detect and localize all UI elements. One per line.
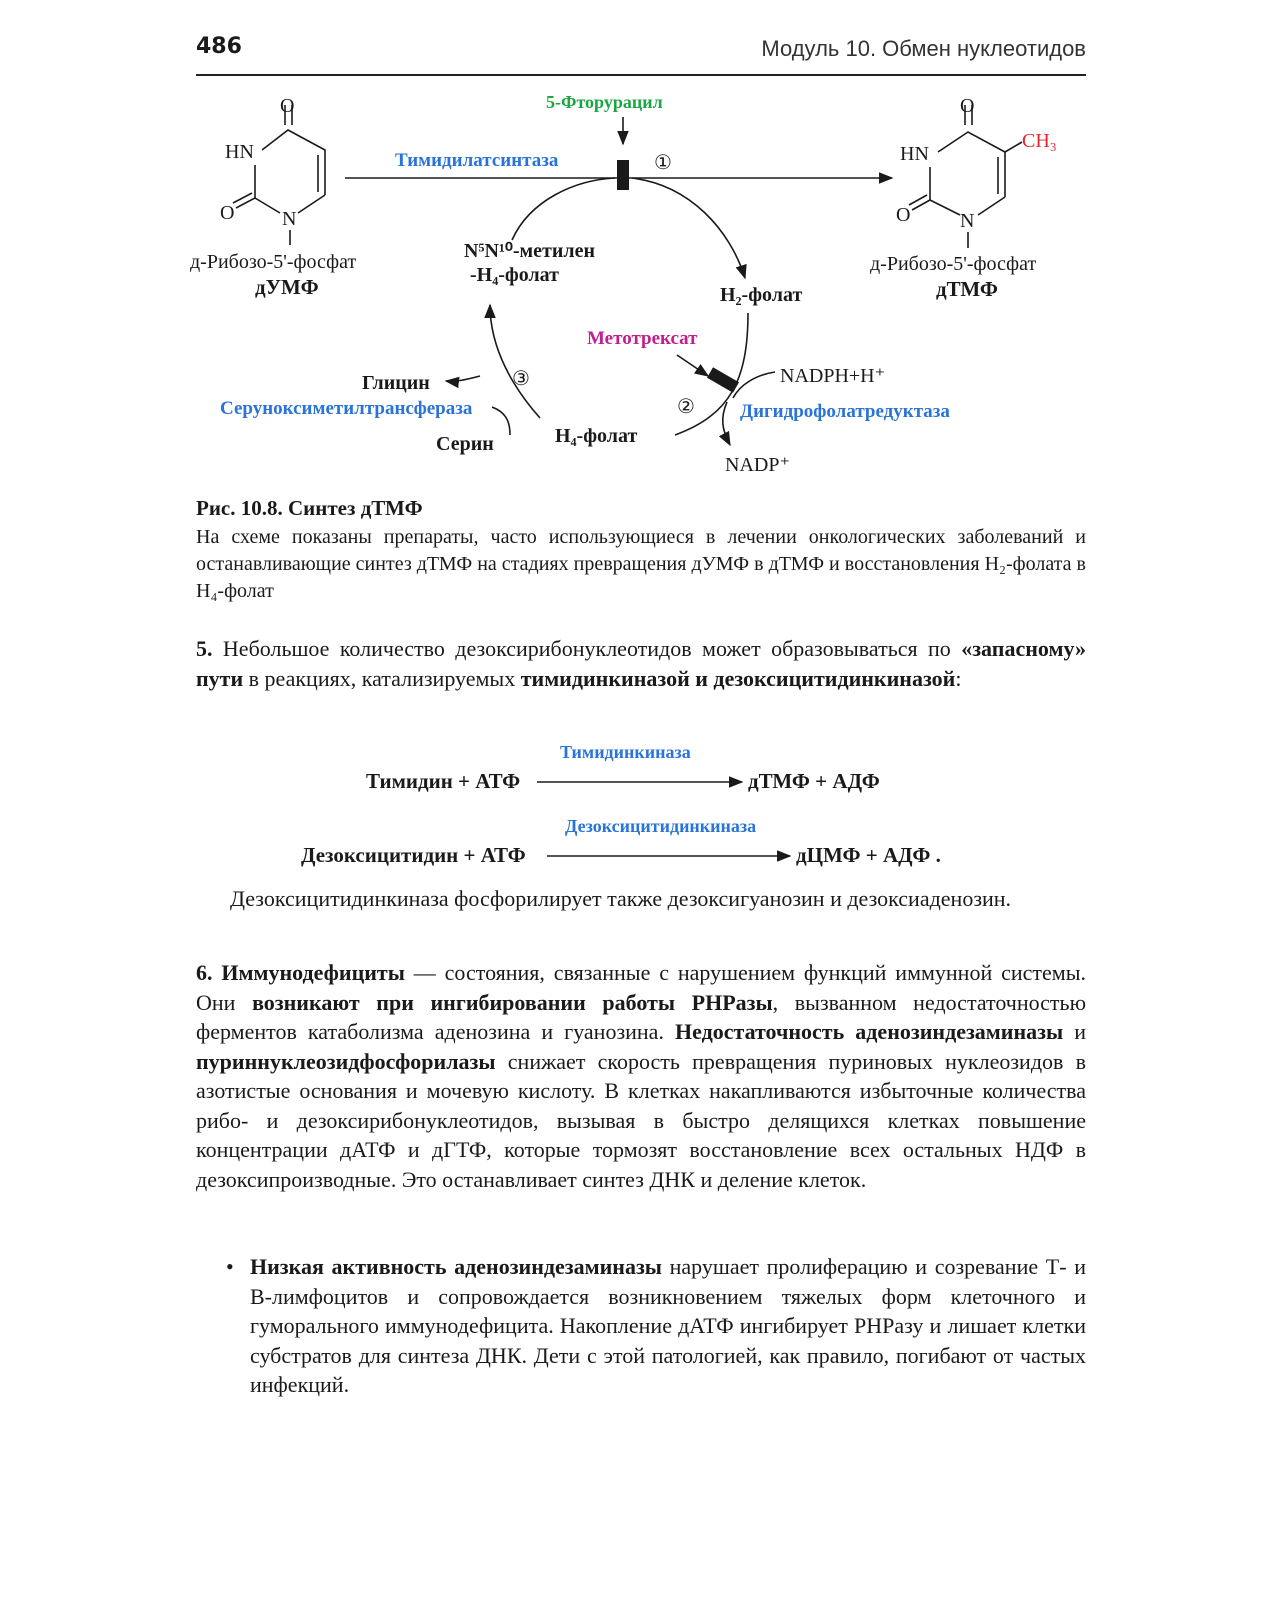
para5-text-1: Небольшое количество дезоксирибонуклеотидов может образовываться по (212, 636, 962, 661)
dtmp-n: N (960, 210, 975, 232)
h2-folate: H₂-фолат (720, 284, 803, 306)
bullet-text-1: нарушает пролиферацию и созревание Т- и В-лимфоцитов и сопровождается возникновением тяжелых форм клеточного и гуморального иммунодефицита. Накопление дАТФ ингибирует РНРазу и лишает клетки субстратов для синтеза ДНК. Дети с этой патологией, как правило, погибают от частых инфекций. (250, 1254, 1086, 1397)
reaction-1-substrates: Тимидин + АТФ (366, 769, 521, 793)
para5-number: 5. (196, 636, 213, 661)
step-2-marker: ② (677, 396, 695, 418)
page-number: 486 (196, 34, 242, 59)
reaction-1-products: дТМФ + АДФ (748, 769, 880, 793)
para6-text-4: снижает скорость превращения пуриновых нуклеозидов в азотистые основания и мочевую кислоту. В клетках накапливаются избыточные количества рибо- и дезоксирибонуклеотидов, вызывая в быстро делящихся клетках повышение концентрации дАТФ и дГТФ, которые тормозят восстановление всех остальных НДФ в дезоксипроизводные. Это останавливает синтез ДНК и деление клеток. (196, 1048, 1086, 1192)
methylene-folate-line1: N⁵N¹⁰-метилен (464, 240, 596, 262)
reaction-2-substrates: Дезоксицитидин + АТФ (301, 843, 526, 867)
para6-text-1: — состояния, связанные с нарушением функций иммунной системы. Они (196, 960, 1086, 1015)
methylene-folate-line2: -H₄-фолат (470, 264, 559, 286)
para5-text-2: в реакциях, катализируемых (243, 665, 521, 691)
arc-methylene-to-ts (512, 178, 615, 240)
nadp-out-curve (723, 402, 730, 445)
reactions-diagram (180, 742, 1100, 882)
paragraph-5 (196, 634, 1086, 693)
dtmp-label: дТМФ (936, 277, 998, 301)
para5-text-3: : (955, 665, 962, 691)
h4-folate: H₄-фолат (555, 425, 638, 447)
dtmp-o-left: O (896, 204, 911, 226)
para6-bold-1: 6. Иммунодефициты (196, 960, 405, 985)
step-3-marker: ③ (512, 368, 530, 390)
nadp-label: NADP⁺ (725, 454, 791, 476)
block-bar-2 (707, 367, 739, 392)
arc-ts-to-h2folate (632, 178, 745, 278)
dtmp-methyl: CH₃ (1022, 130, 1057, 152)
para6-bold-3: Недостаточность аденозиндезаминазы (675, 1019, 1064, 1044)
glycine-label: Глицин (362, 372, 430, 394)
dump-o-top: O (280, 95, 295, 117)
pathway-diagram (180, 80, 1100, 500)
dump-label: дУМФ (255, 275, 319, 299)
reaction-2-enzyme: Дезоксицитидинкиназа (565, 816, 757, 836)
figure-dtmp-synthesis (180, 80, 1100, 500)
arc-h4-to-methylene (490, 305, 540, 418)
serine-label: Серин (436, 433, 494, 455)
dump-structure (190, 95, 356, 299)
reaction-2-products: дЦМФ + АДФ . (796, 843, 941, 867)
page-header (196, 30, 1086, 76)
serine-in-curve (492, 407, 510, 435)
bullet-marker: • (226, 1254, 234, 1279)
para6-text-2: , вызванном недостаточностью ферментов катаболизма аденозина и гуанозина. (196, 989, 1087, 1044)
enzyme-thymidylate-synthase: Тимидилатсинтаза (395, 150, 559, 171)
paragraph-dck: Дезоксицитидинкиназа фосфорилирует также дезоксигуанозин и дезоксиаденозин. (230, 886, 1012, 911)
dump-n: N (282, 208, 297, 230)
para6-text-3: и (1063, 1019, 1086, 1044)
bullet-bold-1: Низкая активность аденозиндезаминазы (250, 1254, 662, 1279)
dump-o-left: O (220, 202, 235, 224)
bullet-ada-deficiency (250, 1252, 1086, 1400)
inhibitor-methotrexate-arrow (677, 355, 708, 376)
para5-bold-1: «запасному» пути (196, 636, 1086, 691)
dtmp-structure (870, 95, 1057, 301)
nadph-label: NADPH+H⁺ (780, 365, 886, 387)
block-bar-1 (617, 160, 629, 190)
figure-caption-text: На схеме показаны препараты, часто использующиеся в лечении онкологических заболеваний и останавливающие синтез дТМФ на стадиях превращения дУМФ в дТМФ и восстановления H₂-фолата в H₄-фолат (196, 526, 1086, 602)
dtmp-o-top: O (960, 95, 975, 117)
dump-hn: HN (225, 141, 254, 163)
para6-bold-2: возникают при ингибировании работы РНРазы (252, 989, 773, 1015)
dtmp-sugar: д-Рибозо-5'-фосфат (870, 253, 1037, 275)
glycine-out-curve (446, 376, 480, 381)
figure-caption-title: Рис. 10.8. Синтез дТМФ (196, 496, 423, 520)
enzyme-dhfr: Дигидрофолатредуктаза (740, 401, 950, 422)
paragraph-6 (196, 958, 1086, 1194)
para5-bold-2: тимидинкиназой и дезоксицитидинкиназой (520, 665, 956, 691)
para6-bold-4: пуриннуклеозидфосфорилазы (196, 1048, 496, 1074)
running-title: Модуль 10. Обмен нуклеотидов (761, 36, 1086, 61)
dtmp-hn: HN (900, 143, 929, 165)
dump-sugar: д-Рибозо-5'-фосфат (190, 251, 357, 273)
step-1-marker: ① (654, 152, 672, 174)
inhibitor-methotrexate: Метотрексат (587, 328, 698, 349)
salvage-reactions (180, 742, 1100, 882)
enzyme-shmt: Серуноксиметилтрансфераза (220, 398, 473, 419)
reaction-1-enzyme: Тимидинкиназа (560, 742, 691, 762)
inhibitor-5fu: 5-Фторурацил (546, 92, 663, 112)
